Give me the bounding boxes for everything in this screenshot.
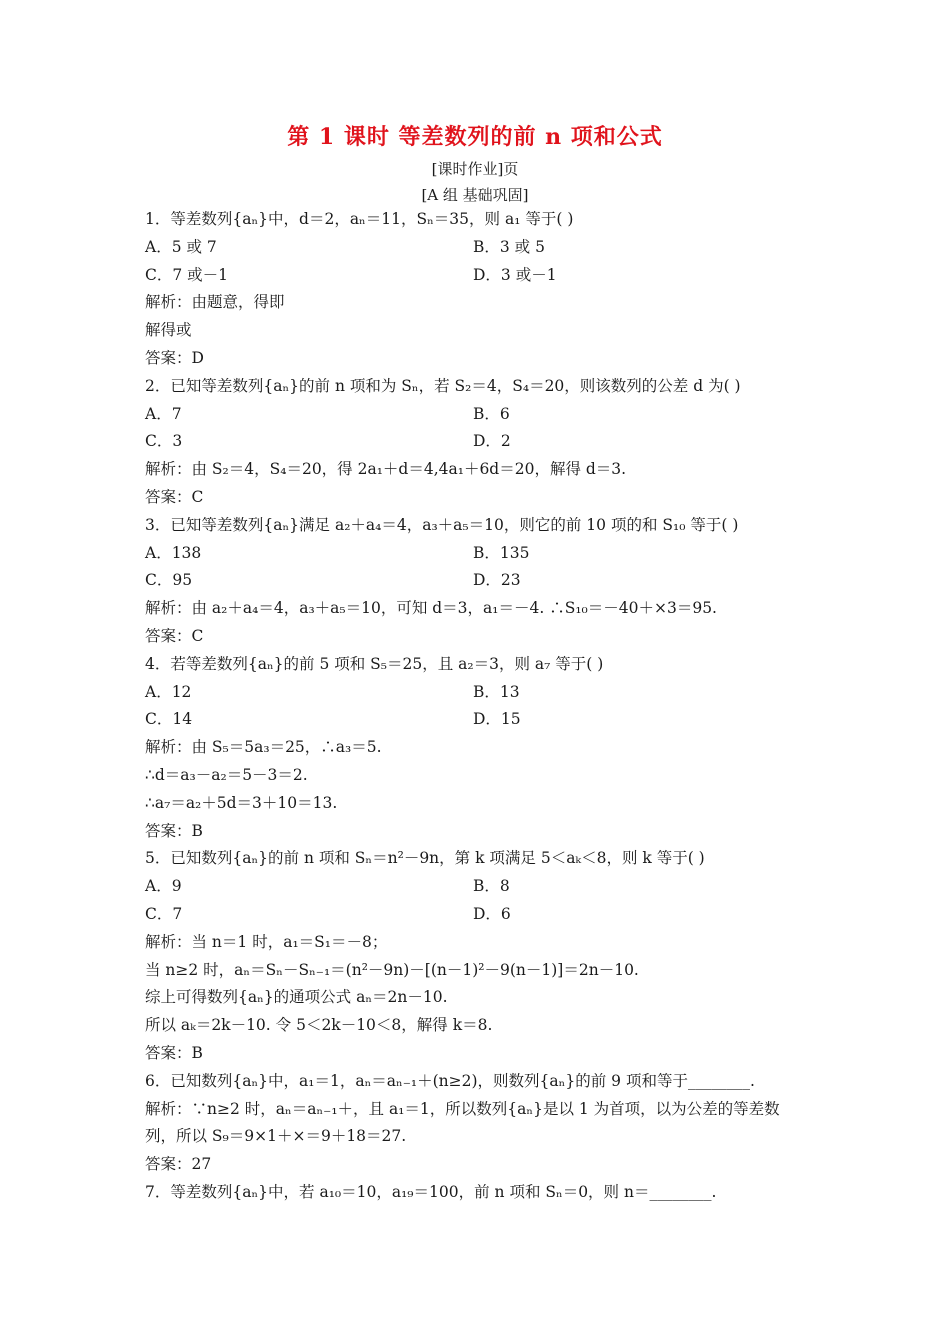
option-row [145, 540, 815, 568]
option-right: D．15 [473, 710, 521, 729]
text-line: 列，所以 S₉＝9×1＋×＝9＋18＝27. [145, 1127, 407, 1146]
text-line: 解析：当 n＝1 时，a₁＝S₁＝－8； [145, 932, 388, 951]
text-line: 答案：B [145, 821, 203, 840]
option-left: C．14 [145, 710, 193, 729]
option-right: B．13 [473, 682, 520, 701]
exercise-list [145, 206, 815, 1207]
text-line: 1．等差数列{aₙ}中，d＝2，aₙ＝11，Sₙ＝35，则 a₁ 等于( ) [145, 210, 574, 228]
option-right: B．3 或 5 [473, 237, 545, 256]
option-left: C．7 [145, 904, 183, 923]
option-right: D．3 或－1 [473, 265, 557, 284]
section-heading: [A 组 基础巩固] [421, 186, 529, 204]
option-row [145, 428, 815, 456]
option-row [145, 706, 815, 734]
option-row [145, 262, 815, 290]
text-line: 3．已知等差数列{aₙ}满足 a₂＋a₄＝4，a₃＋a₅＝10，则它的前 10 项的和 S₁₀ 等于( ) [145, 515, 739, 534]
text-line: 当 n≥2 时，aₙ＝Sₙ－Sₙ₋₁＝(n²－9n)－[(n－1)²－9(n－1)]＝2n－10. [145, 960, 639, 979]
option-right: D．2 [473, 432, 511, 451]
text-line: 答案：27 [145, 1155, 212, 1174]
option-right: D．23 [473, 571, 521, 590]
option-left: A．7 [145, 404, 182, 423]
option-right: D．6 [473, 904, 511, 923]
option-row [145, 901, 815, 929]
text-line: 答案：C [145, 487, 204, 506]
text-line: 答案：D [145, 348, 204, 367]
option-left: A．5 或 7 [145, 237, 217, 256]
option-row [145, 401, 815, 429]
text-line: 解析：∵n≥2 时，aₙ＝aₙ₋₁＋，且 a₁＝1，所以数列{aₙ}是以 1 为首项，以为公差的等差数 [145, 1099, 780, 1118]
option-row [145, 567, 815, 595]
option-right: B．135 [473, 543, 530, 562]
text-line: 综上可得数列{aₙ}的通项公式 aₙ＝2n－10. [145, 988, 448, 1007]
option-left: A．138 [145, 543, 202, 562]
page-title: 第 1 课时 等差数列的前 n 项和公式 [287, 124, 663, 150]
option-row [145, 679, 815, 707]
text-line: 答案：C [145, 626, 204, 645]
text-line: ∴d＝a₃－a₂＝5－3＝2. [145, 765, 308, 784]
text-line: 2．已知等差数列{aₙ}的前 n 项和为 Sₙ，若 S₂＝4，S₄＝20，则该数列的公差 d 为( ) [145, 376, 741, 395]
option-row [145, 873, 815, 901]
text-line: 6．已知数列{aₙ}中，a₁＝1，aₙ＝aₙ₋₁＋(n≥2)，则数列{aₙ}的前 9 项和等于________. [145, 1071, 755, 1090]
homework-label: [课时作业]页 [431, 160, 519, 178]
option-left: C．95 [145, 571, 193, 590]
option-left: C．3 [145, 432, 183, 451]
text-line: 5．已知数列{aₙ}的前 n 项和 Sₙ＝n²－9n，第 k 项满足 5＜aₖ＜8，则 k 等于( ) [145, 849, 705, 868]
text-line: 所以 aₖ＝2k－10. 令 5＜2k－10＜8，解得 k＝8. [145, 1016, 493, 1035]
text-line: 解析：由 a₂＋a₄＝4，a₃＋a₅＝10，可知 d＝3，a₁＝－4. ∴S₁₀＝－40＋×3＝95. [145, 599, 717, 618]
option-right: B．6 [473, 404, 510, 423]
text-line: 解析：由 S₂＝4，S₄＝20，得 2a₁＋d＝4,4a₁＋6d＝20，解得 d＝3. [145, 460, 627, 479]
text-line: 解得或 [145, 321, 192, 340]
text-line: 解析：由 S₅＝5a₃＝25，∴a₃＝5. [145, 738, 382, 757]
option-left: C．7 或－1 [145, 265, 229, 284]
text-line: ∴a₇＝a₂＋5d＝3＋10＝13. [145, 793, 338, 812]
text-line: 7．等差数列{aₙ}中，若 a₁₀＝10，a₁₉＝100，前 n 项和 Sₙ＝0，则 n＝________. [145, 1182, 717, 1201]
text-line: 解析：由题意，得即 [145, 293, 285, 312]
text-line: 答案：B [145, 1043, 203, 1062]
option-left: A．12 [145, 682, 192, 701]
text-line: 4．若等差数列{aₙ}的前 5 项和 S₅＝25，且 a₂＝3，则 a₇ 等于( ) [145, 654, 604, 673]
option-row [145, 234, 815, 262]
option-right: B．8 [473, 877, 510, 896]
option-left: A．9 [145, 877, 182, 896]
